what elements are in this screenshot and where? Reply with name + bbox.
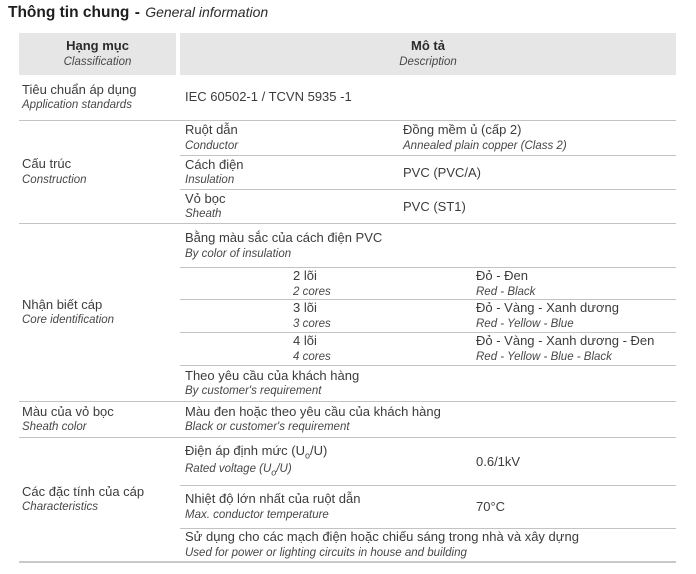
insulation-name-en: Insulation (185, 174, 235, 187)
conductor-name-vi: Ruột dẫn (185, 122, 238, 138)
insulation-name-vi: Cách điện (185, 156, 244, 172)
conductor-name-en: Conductor (185, 139, 239, 152)
row-application-standards (19, 75, 676, 120)
page-title (8, 4, 696, 22)
page-title-dash: - (134, 4, 140, 21)
core-by-request-en: By customer's requirement (185, 385, 322, 398)
sheath-name-en: Sheath (185, 208, 222, 221)
description-header-en: Description (399, 55, 457, 68)
3-cores-colors (476, 300, 676, 331)
sheath-value: PVC (ST1) (403, 199, 466, 214)
body-application-standards (180, 75, 676, 120)
3-cores-colors-vi: Đỏ - Vàng - Xanh dương (476, 300, 619, 316)
label-construction-en: Construction (22, 173, 87, 186)
label-characteristics-vi: Các đặc tính của cáp (22, 483, 145, 499)
label-application-standards-en: Application standards (22, 99, 132, 112)
2-cores-colors-en: Red - Black (476, 285, 536, 298)
conductor-value-vi: Đồng mềm ủ (cấp 2) (403, 122, 522, 138)
core-by-color-vi: Bằng màu sắc của cách điện PVC (185, 230, 383, 245)
2-cores-name (293, 268, 476, 299)
3-cores-name-vi: 3 lõi (293, 300, 317, 316)
max-temperature-value: 70°C (476, 499, 506, 515)
sheath-color-value-vi: Màu đen hoặc theo yêu cầu của khách hàng (185, 403, 441, 419)
3-cores-name-en: 3 cores (293, 317, 331, 330)
insulation-name (185, 157, 403, 188)
sheath-name (185, 191, 403, 222)
rated-voltage-en-post: /U) (276, 463, 292, 476)
core-by-color (185, 230, 676, 261)
2-cores-name-vi: 2 lõi (293, 268, 317, 283)
core-by-color-row (180, 224, 676, 267)
2-cores-colors-vi: Đỏ - Đen (476, 268, 529, 283)
label-sheath-color-vi: Màu của vỏ bọc (22, 403, 114, 419)
page-title-english: General information (145, 4, 269, 20)
conductor-value (403, 122, 676, 153)
label-application-standards (19, 75, 180, 120)
rated-voltage-name-en (185, 462, 476, 479)
rated-voltage-vi-post: /U) (310, 443, 328, 459)
max-temperature-name-vi: Nhiệt độ lớn nhất của ruột dẫn (185, 491, 361, 507)
label-sheath-color (19, 402, 180, 437)
rated-voltage-en-sub: o (271, 467, 277, 478)
sheath-color-value-row (180, 402, 676, 437)
core-by-request (185, 368, 676, 399)
body-construction (180, 121, 676, 223)
max-temperature-name-en: Max. conductor temperature (185, 508, 329, 521)
characteristics-row-usage (180, 528, 676, 561)
core-by-request-row (180, 365, 676, 401)
label-characteristics (19, 438, 180, 561)
page-title-vietnamese: Thông tin chung (8, 4, 130, 21)
sheath-name-vi: Vỏ bọc (185, 190, 226, 206)
row-core-identification (19, 223, 676, 401)
rated-voltage-name (185, 443, 476, 479)
description-header-vi: Mô tả (411, 38, 445, 54)
2-cores-name-en: 2 cores (293, 285, 331, 298)
row-sheath-color (19, 401, 676, 437)
core-by-request-vi: Theo yêu cầu của khách hàng (185, 367, 360, 383)
rated-voltage-value: 0.6/1kV (476, 453, 521, 469)
classification-header-vi: Hạng mục (66, 38, 129, 54)
insulation-value: PVC (PVC/A) (403, 165, 482, 180)
characteristics-row-max-temperature (180, 485, 676, 528)
usage-text-vi: Sử dụng cho các mạch điện hoặc chiếu sáng trong nhà và xây dựng (185, 529, 579, 545)
rated-voltage-name-vi (185, 443, 476, 462)
construction-row-sheath (180, 189, 676, 223)
4-cores-colors (476, 333, 676, 364)
body-core-identification (180, 224, 676, 401)
core-row-2-cores (180, 267, 676, 299)
core-row-4-cores (180, 332, 676, 365)
column-header-classification (19, 33, 176, 75)
4-cores-name (293, 333, 476, 364)
rated-voltage-vi-pre: Điện áp định mức (U (185, 443, 305, 459)
3-cores-name (293, 300, 476, 331)
core-by-color-en: By color of insulation (185, 247, 292, 260)
label-characteristics-en: Characteristics (22, 501, 99, 514)
4-cores-name-en: 4 cores (293, 350, 331, 363)
conductor-value-en: Annealed plain copper (Class 2) (403, 139, 567, 152)
standards-value-row (180, 75, 676, 120)
label-core-identification-en: Core identification (22, 314, 115, 327)
body-characteristics (180, 438, 676, 561)
row-construction (19, 120, 676, 223)
sheath-color-value-en: Black or customer's requirement (185, 421, 350, 434)
construction-row-insulation (180, 155, 676, 189)
characteristics-row-rated-voltage (180, 438, 676, 485)
conductor-name (185, 122, 403, 153)
classification-header-en: Classification (63, 55, 132, 68)
construction-row-conductor (180, 121, 676, 155)
max-temperature-name (185, 491, 476, 522)
row-characteristics (19, 437, 676, 561)
label-sheath-color-en: Sheath color (22, 421, 87, 434)
4-cores-colors-vi: Đỏ - Vàng - Xanh dương - Đen (476, 333, 655, 349)
column-header-description (180, 33, 676, 75)
label-construction-vi: Cấu trúc (22, 156, 72, 172)
4-cores-name-vi: 4 lõi (293, 333, 317, 349)
label-application-standards-vi: Tiêu chuẩn áp dụng (22, 81, 137, 97)
3-cores-colors-en: Red - Yellow - Blue (476, 317, 574, 330)
rated-voltage-en-pre: Rated voltage (U (185, 463, 272, 476)
core-row-3-cores (180, 299, 676, 331)
usage-text (185, 529, 676, 560)
body-sheath-color (180, 402, 676, 437)
2-cores-colors (476, 268, 676, 299)
usage-text-en: Used for power or lighting circuits in house and building (185, 546, 467, 559)
label-core-identification-vi: Nhận biết cáp (22, 296, 103, 312)
standards-value: IEC 60502-1 / TCVN 5935 -1 (185, 89, 352, 105)
rated-voltage-vi-sub: o (304, 450, 310, 461)
general-info-table (19, 33, 676, 563)
4-cores-colors-en: Red - Yellow - Blue - Black (476, 350, 612, 363)
table-header (19, 33, 676, 75)
label-core-identification (19, 224, 180, 401)
sheath-color-value (185, 404, 676, 435)
label-construction (19, 121, 180, 223)
